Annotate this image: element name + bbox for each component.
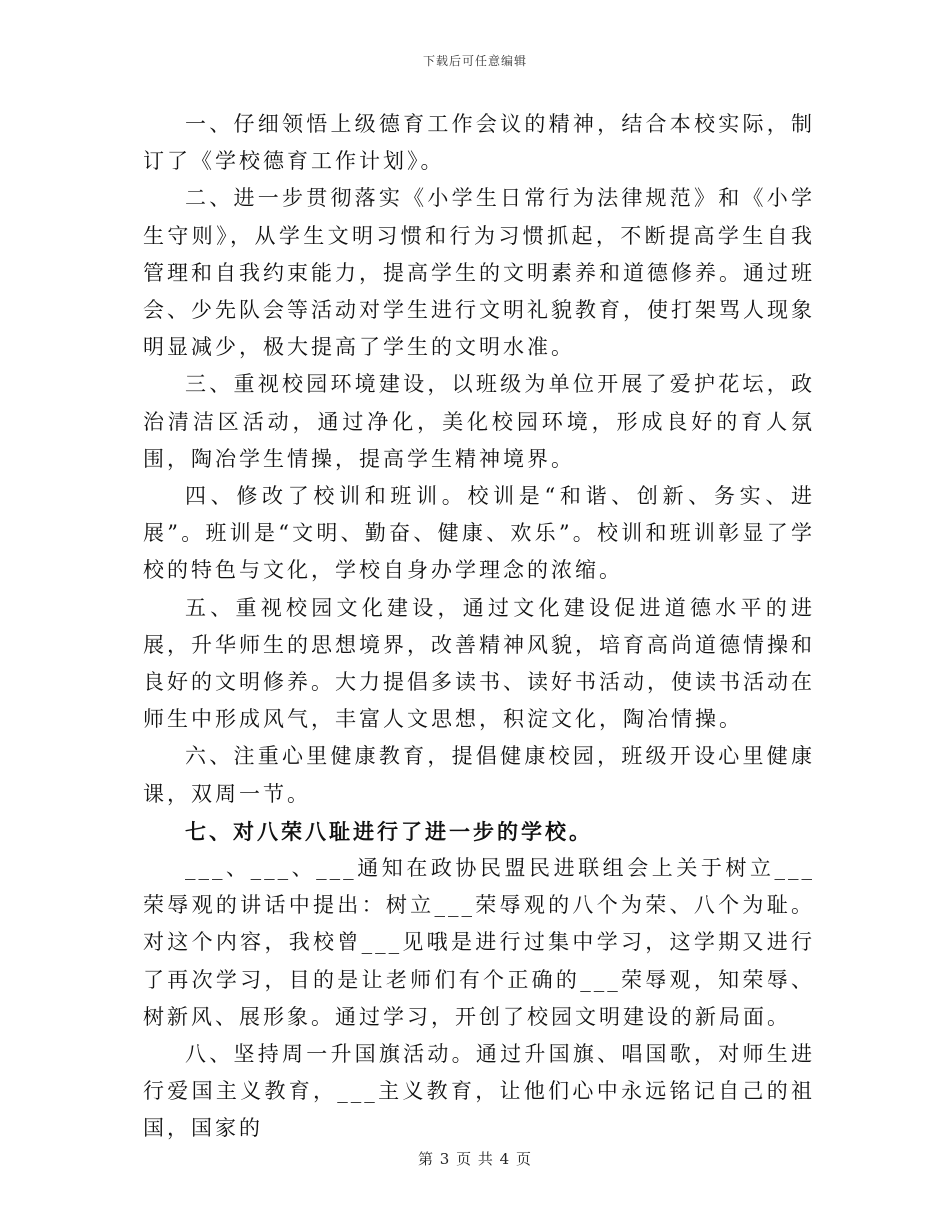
paragraph-3: 三、重视校园环境建设，以班级为单位开展了爱护花坛，政治清洁区活动，通过净化，美化校园环境，形成良好的育人氛围，陶冶学生情操，提高学生精神境界。 [143, 372, 815, 471]
document-body [143, 106, 815, 1148]
paragraph-7-heading: 七、对八荣八耻进行了进一步的学校。 [185, 818, 593, 844]
paragraph-2: 二、进一步贯彻落实《小学生日常行为法律规范》和《小学生守则》，从学生文明习惯和行为习惯抓起，不断提高学生自我管理和自我约束能力，提高学生的文明素养和道德修养。通过班会、少先队会等活动对学生进行文明礼貌教育，使打架骂人现象明显减少，极大提高了学生的文明水准。 [143, 186, 815, 360]
page-header: 下载后可任意编辑 [422, 54, 527, 68]
paragraph-5: 五、重视校园文化建设，通过文化建设促进道德水平的进展，升华师生的思想境界，改善精神风貌，培育高尚道德情操和良好的文明修养。大力提倡多读书、读好书活动，使读书活动在师生中形成风气，丰富人文思想，积淀文化，陶冶情操。 [143, 595, 815, 732]
paragraph-6: 六、注重心里健康教育，提倡健康校园，班级开设心里健康课，双周一节。 [143, 744, 815, 806]
paragraph-8: ___、___、___通知在政协民盟民进联组会上关于树立___荣辱观的讲话中提出：树立___荣辱观的八个为荣、八个为耻。对这个内容，我校曾___见哦是进行过集中学习，这学期又进行了再次学习，目的是让老师们有个正确的___荣辱观，知荣辱、树新风、展形象。通过学习，开创了校园文明建设的新局面。 [143, 856, 815, 1029]
page-footer: 第 3 页 共 4 页 [418, 1150, 532, 1168]
paragraph-4: 四、修改了校训和班训。校训是“和谐、创新、务实、进展”。班训是“文明、勤奋、健康、欢乐”。校训和班训彰显了学校的特色与文化，学校自身办学理念的浓缩。 [143, 484, 815, 583]
paragraph-1: 一、仔细领悟上级德育工作会议的精神，结合本校实际，制订了《学校德育工作计划》。 [143, 112, 815, 174]
paragraph-9: 八、坚持周一升国旗活动。通过升国旗、唱国歌，对师生进行爱国主义教育，___主义教育，让他们心中永远铭记自己的祖国，国家的 [143, 1042, 815, 1141]
